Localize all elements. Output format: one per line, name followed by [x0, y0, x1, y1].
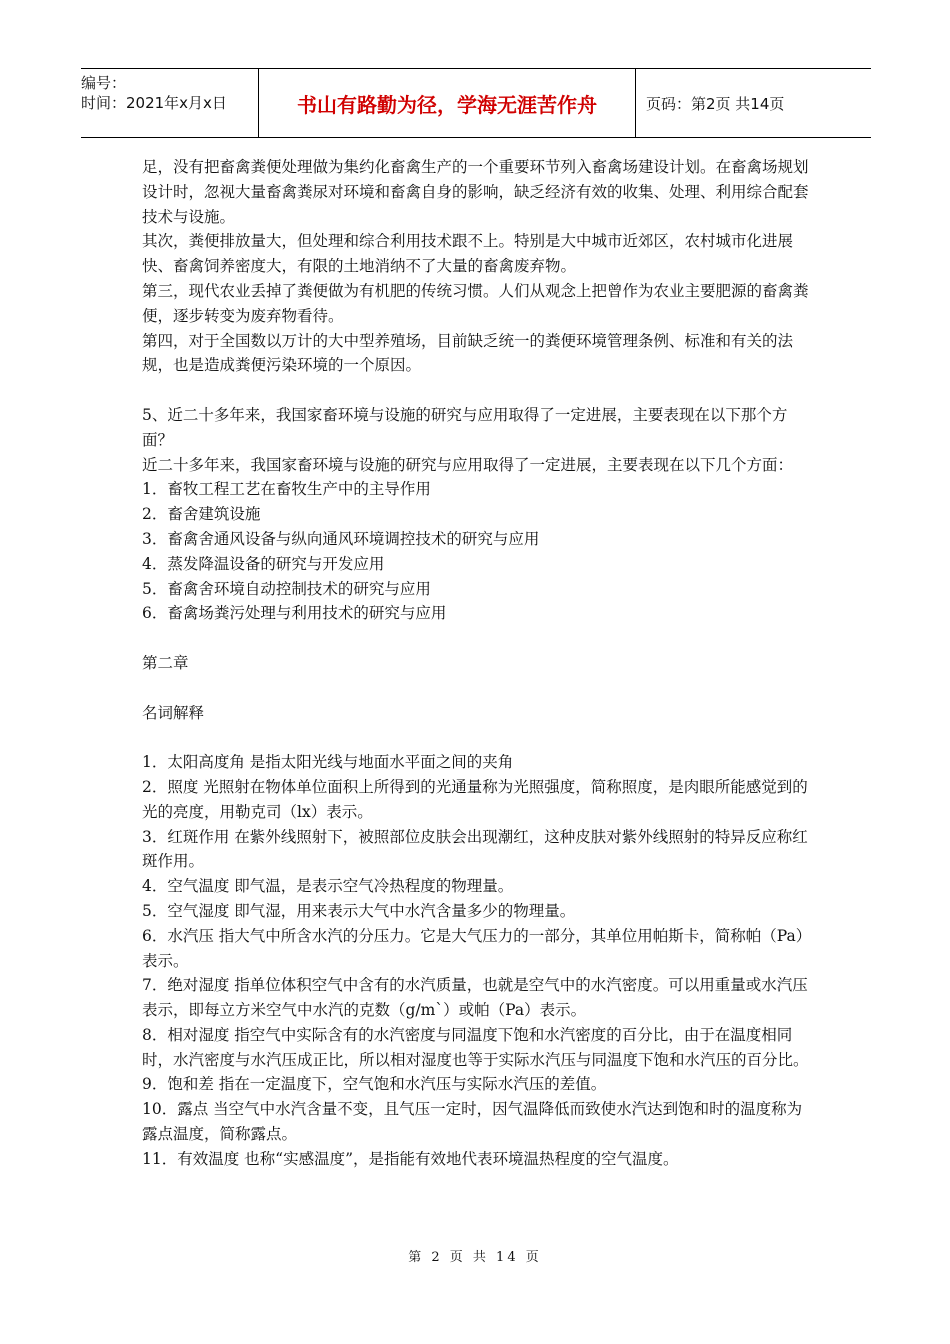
paragraph: 9．饱和差 指在一定温度下，空气饱和水汽压与实际水汽压的差值。 [142, 1075, 607, 1094]
blank-line [142, 676, 810, 701]
paragraph: 2．畜舍建筑设施 [142, 505, 261, 524]
paragraph: 8．相对湿度 指空气中实际含有的水汽密度与同温度下饱和水汽密度的百分比，由于在温度相同时，水汽密度与水汽压成正比，所以相对湿度也等于实际水汽压与同温度下饱和水汽压的百分比。 [142, 1025, 809, 1069]
blank-line [142, 725, 810, 750]
paragraph: 1．太阳高度角 是指太阳光线与地面水平面之间的夹角 [142, 753, 514, 772]
paragraph: 11．有效温度 也称“实感温度”，是指能有效地代表环境温热程度的空气温度。 [142, 1149, 679, 1168]
paragraph: 7．绝对湿度 指单位体积空气中含有的水汽质量，也就是空气中的水汽密度。可以用重量或水汽压表示，即每立方米空气中水汽的克数（g/m`）或帕（Pa）表示。 [142, 976, 808, 1020]
blank-line [142, 378, 810, 403]
header-motto: 书山有路勤为径，学海无涯苦作舟 [259, 69, 636, 137]
page-footer: 第 2 页 共 14 页 [408, 1250, 542, 1265]
paragraph: 足，没有把畜禽粪便处理做为集约化畜禽生产的一个重要环节列入畜禽场建设计划。在畜禽场规划设计时，忽视大量畜禽粪尿对环境和畜禽自身的影响，缺乏经济有效的收集、处理、利用综合配套技术与设施。 [142, 158, 809, 226]
paragraph: 2．照度 光照射在物体单位面积上所得到的光通量称为光照强度，简称照度，是肉眼所能感觉到的光的亮度，用勒克司（lx）表示。 [142, 777, 808, 821]
paragraph: 名词解释 [142, 703, 205, 722]
paragraph: 6．畜禽场粪污处理与利用技术的研究与应用 [142, 604, 447, 623]
paragraph: 1．畜牧工程工艺在畜牧生产中的主导作用 [142, 480, 431, 499]
number-label: 编号： [81, 74, 127, 92]
paragraph: 第四，对于全国数以万计的大中型养殖场，目前缺乏统一的粪便环境管理条例、标准和有关的法规，也是造成粪便污染环境的一个原因。 [142, 331, 794, 375]
paragraph: 5、近二十多年来，我国家畜环境与设施的研究与应用取得了一定进展，主要表现在以下那个方面？ [142, 405, 788, 449]
paragraph: 6．水汽压 指大气中所含水汽的分压力。它是大气压力的一部分，其单位用帕斯卡，简称帕（Pa）表示。 [142, 926, 804, 970]
paragraph: 3．畜禽舍通风设备与纵向通风环境调控技术的研究与应用 [142, 529, 540, 548]
paragraph: 4．空气温度 即气温，是表示空气冷热程度的物理量。 [142, 877, 514, 896]
paragraph: 10．露点 当空气中水汽含量不变，且气压一定时，因气温降低而致使水汽达到饱和时的温度称为露点温度，简称露点。 [142, 1100, 803, 1144]
paragraph: 3．红斑作用 在紫外线照射下，被照部位皮肤会出现潮红，这种皮肤对紫外线照射的特异反应称红斑作用。 [142, 827, 808, 871]
header-meta [81, 69, 259, 137]
paragraph: 5．空气湿度 即气湿，用来表示大气中水汽含量多少的物理量。 [142, 901, 576, 920]
paragraph: 5．畜禽舍环境自动控制技术的研究与应用 [142, 579, 431, 598]
header-page-label: 页码：第2页 共14页 [646, 94, 785, 113]
blank-line [142, 626, 810, 651]
paragraph: 第三，现代农业丢掉了粪便做为有机肥的传统习惯。人们从观念上把曾作为农业主要肥源的畜禽粪便，逐步转变为废弃物看待。 [142, 281, 809, 325]
document-body [142, 155, 810, 1172]
paragraph: 第二章 [142, 653, 189, 672]
time-label: 时间：2021年x月x日 [81, 94, 227, 112]
paragraph: 近二十多年来，我国家畜环境与设施的研究与应用取得了一定进展，主要表现在以下几个方面： [142, 455, 794, 474]
paragraph: 其次，粪便排放量大，但处理和综合利用技术跟不上。特别是大中城市近郊区，农村城市化进展快、畜禽饲养密度大，有限的土地消纳不了大量的畜禽废弃物。 [142, 232, 794, 276]
paragraph: 4．蒸发降温设备的研究与开发应用 [142, 554, 385, 573]
page-header [81, 68, 871, 138]
